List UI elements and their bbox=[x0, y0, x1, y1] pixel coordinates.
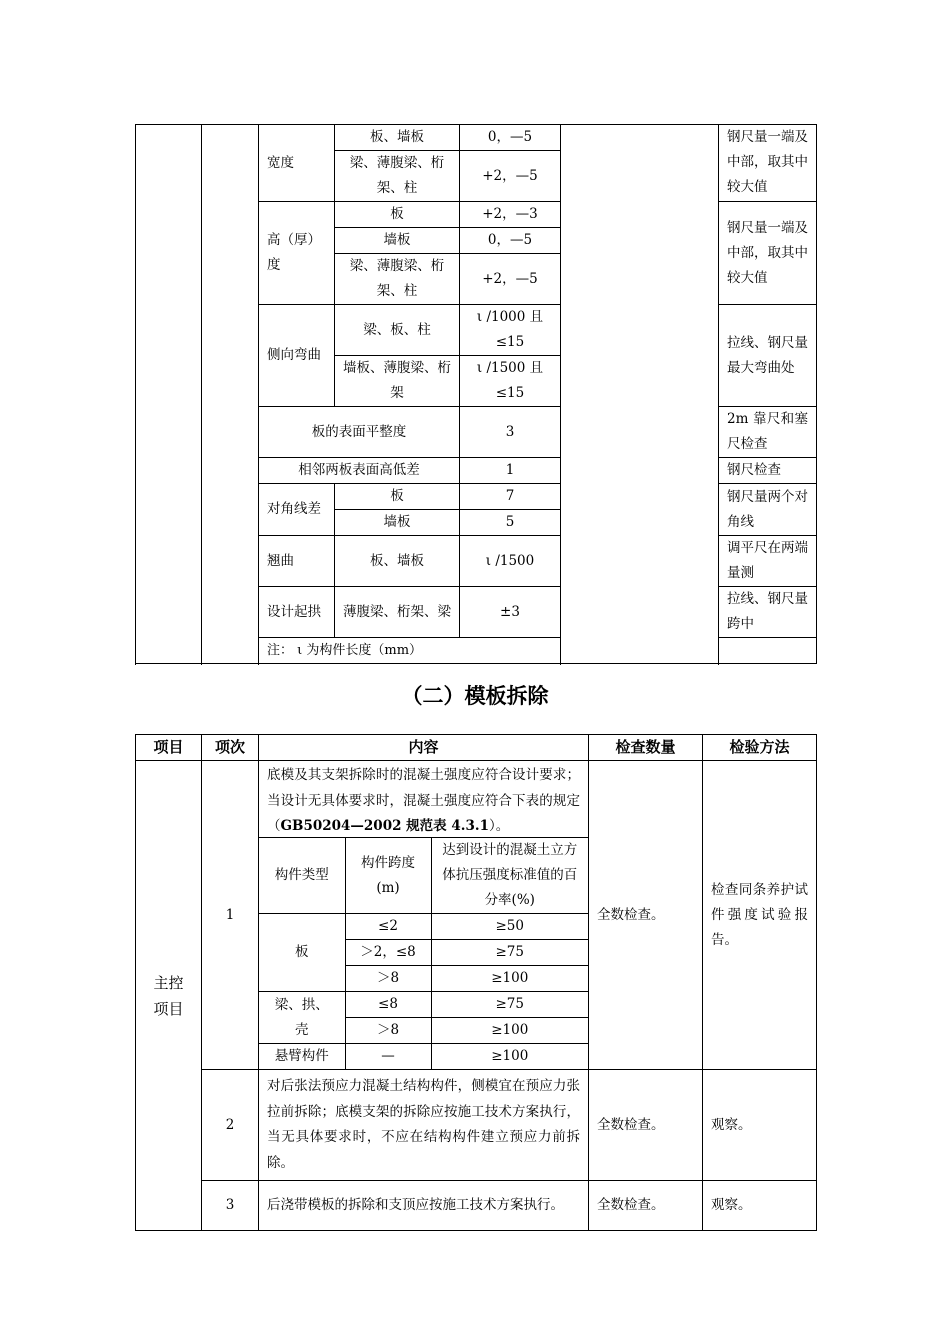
tolerance-value: 1 bbox=[460, 458, 561, 484]
tolerance-value: ι /1500 且≤15 bbox=[460, 356, 561, 407]
tolerance-value: +2，—3 bbox=[460, 202, 561, 228]
inspection-method: 调平尺在两端量测 bbox=[719, 536, 817, 587]
standard-reference: GB50204—2002 规范表 4.3.1 bbox=[280, 818, 489, 834]
item-content: 后浇带模板的拆除和支顶应按施工技术方案执行。 bbox=[259, 1181, 589, 1231]
header-no: 项次 bbox=[202, 735, 259, 761]
item-name: 侧向弯曲 bbox=[259, 305, 335, 407]
blank-cell bbox=[561, 125, 719, 664]
component-type: 板 bbox=[335, 484, 460, 510]
item-name: 设计起拱 bbox=[259, 587, 335, 638]
sub-header: 构件类型 bbox=[259, 838, 345, 914]
text-part: ）。 bbox=[488, 818, 510, 834]
percent-value: ≥100 bbox=[431, 1044, 588, 1070]
tolerance-table bbox=[135, 124, 817, 664]
item-name: 翘曲 bbox=[259, 536, 335, 587]
table-note: 注： ι 为构件长度（mm） bbox=[259, 638, 561, 664]
tolerance-value: ι /1000 且≤15 bbox=[460, 305, 561, 356]
component-type: 薄腹梁、桁架、梁 bbox=[335, 587, 460, 638]
blank-cell bbox=[202, 125, 259, 664]
percent-value: ≥100 bbox=[431, 966, 588, 992]
component-type: 梁、薄腹梁、桁架、柱 bbox=[335, 254, 460, 305]
component-type: 板、墙板 bbox=[335, 536, 460, 587]
percent-value: ≥75 bbox=[431, 940, 588, 966]
inspection-method: 拉线、钢尺量跨中 bbox=[719, 587, 817, 638]
check-method: 观察。 bbox=[703, 1070, 817, 1181]
strength-table bbox=[259, 837, 588, 1069]
header-item: 项目 bbox=[136, 735, 202, 761]
header-quantity: 检查数量 bbox=[589, 735, 703, 761]
sub-header: 构件跨度(m) bbox=[345, 838, 431, 914]
inspection-method: 钢尺量一端及中部，取其中较大值 bbox=[719, 125, 817, 202]
check-quantity: 全数检查。 bbox=[589, 761, 703, 1070]
category-label: 主控项目 bbox=[136, 761, 202, 1231]
item-name: 相邻两板表面高低差 bbox=[259, 458, 460, 484]
tolerance-value: ±3 bbox=[460, 587, 561, 638]
header-method: 检验方法 bbox=[703, 735, 817, 761]
item-name: 板的表面平整度 bbox=[259, 407, 460, 458]
span-value: ＞2，≤8 bbox=[345, 940, 431, 966]
item-number: 3 bbox=[202, 1181, 259, 1231]
component-type: 梁、板、柱 bbox=[335, 305, 460, 356]
item-content: 对后张法预应力混凝土结构构件，侧模宜在预应力张拉前拆除；底模支架的拆除应按施工技术方案执行，当无具体要求时，不应在结构构件建立预应力前拆除。 bbox=[259, 1070, 589, 1181]
formwork-removal-table bbox=[135, 734, 817, 1231]
component-type: 板 bbox=[335, 202, 460, 228]
inspection-method: 钢尺量两个对角线 bbox=[719, 484, 817, 536]
percent-value: ≥75 bbox=[431, 992, 588, 1018]
check-method: 观察。 bbox=[703, 1181, 817, 1231]
requirement-text bbox=[259, 761, 588, 833]
component-type: 墙板、薄腹梁、桁架 bbox=[335, 356, 460, 407]
check-quantity: 全数检查。 bbox=[589, 1181, 703, 1231]
inspection-method: 拉线、钢尺量最大弯曲处 bbox=[719, 305, 817, 407]
inspection-method: 钢尺检查 bbox=[719, 458, 817, 484]
component-type: 板、墙板 bbox=[335, 125, 460, 151]
blank-cell bbox=[719, 638, 817, 664]
span-value: ≤2 bbox=[345, 914, 431, 940]
tolerance-value: 3 bbox=[460, 407, 561, 458]
tolerance-value: 0，—5 bbox=[460, 125, 561, 151]
item-number: 2 bbox=[202, 1070, 259, 1181]
blank-cell bbox=[136, 125, 202, 664]
item-name: 宽度 bbox=[259, 125, 335, 202]
tolerance-value: 7 bbox=[460, 484, 561, 510]
span-value: ＞8 bbox=[345, 1018, 431, 1044]
span-value: — bbox=[345, 1044, 431, 1070]
check-method: 检查同条养护试件强度试验报告。 bbox=[703, 761, 817, 1070]
component-type: 梁、薄腹梁、桁架、柱 bbox=[335, 151, 460, 202]
section-title: （二）模板拆除 bbox=[401, 684, 549, 708]
tolerance-value: +2，—5 bbox=[460, 254, 561, 305]
check-quantity: 全数检查。 bbox=[589, 1070, 703, 1181]
component-type: 板 bbox=[259, 914, 345, 992]
tolerance-value: 0，—5 bbox=[460, 228, 561, 254]
component-type: 墙板 bbox=[335, 228, 460, 254]
text-part: 底模及其支架拆除时的混凝土强度应符合设计要求；当设计无具体要求时，混凝土强度应符合下表的规定（ bbox=[267, 767, 580, 834]
tolerance-value: +2，—5 bbox=[460, 151, 561, 202]
inspection-method: 钢尺量一端及中部，取其中较大值 bbox=[719, 202, 817, 305]
component-type: 墙板 bbox=[335, 510, 460, 536]
percent-value: ≥100 bbox=[431, 1018, 588, 1044]
item-content bbox=[259, 761, 589, 1070]
percent-value: ≥50 bbox=[431, 914, 588, 940]
sub-header: 达到设计的混凝土立方体抗压强度标准值的百分率(%) bbox=[431, 838, 588, 914]
span-value: ＞8 bbox=[345, 966, 431, 992]
component-type: 梁、拱、壳 bbox=[259, 992, 345, 1044]
item-name: 对角线差 bbox=[259, 484, 335, 536]
inspection-method: 2m 靠尺和塞尺检查 bbox=[719, 407, 817, 458]
item-name: 高（厚）度 bbox=[259, 202, 335, 305]
item-number: 1 bbox=[202, 761, 259, 1070]
component-type: 悬臂构件 bbox=[259, 1044, 345, 1070]
span-value: ≤8 bbox=[345, 992, 431, 1018]
tolerance-value: ι /1500 bbox=[460, 536, 561, 587]
header-content: 内容 bbox=[259, 735, 589, 761]
tolerance-value: 5 bbox=[460, 510, 561, 536]
